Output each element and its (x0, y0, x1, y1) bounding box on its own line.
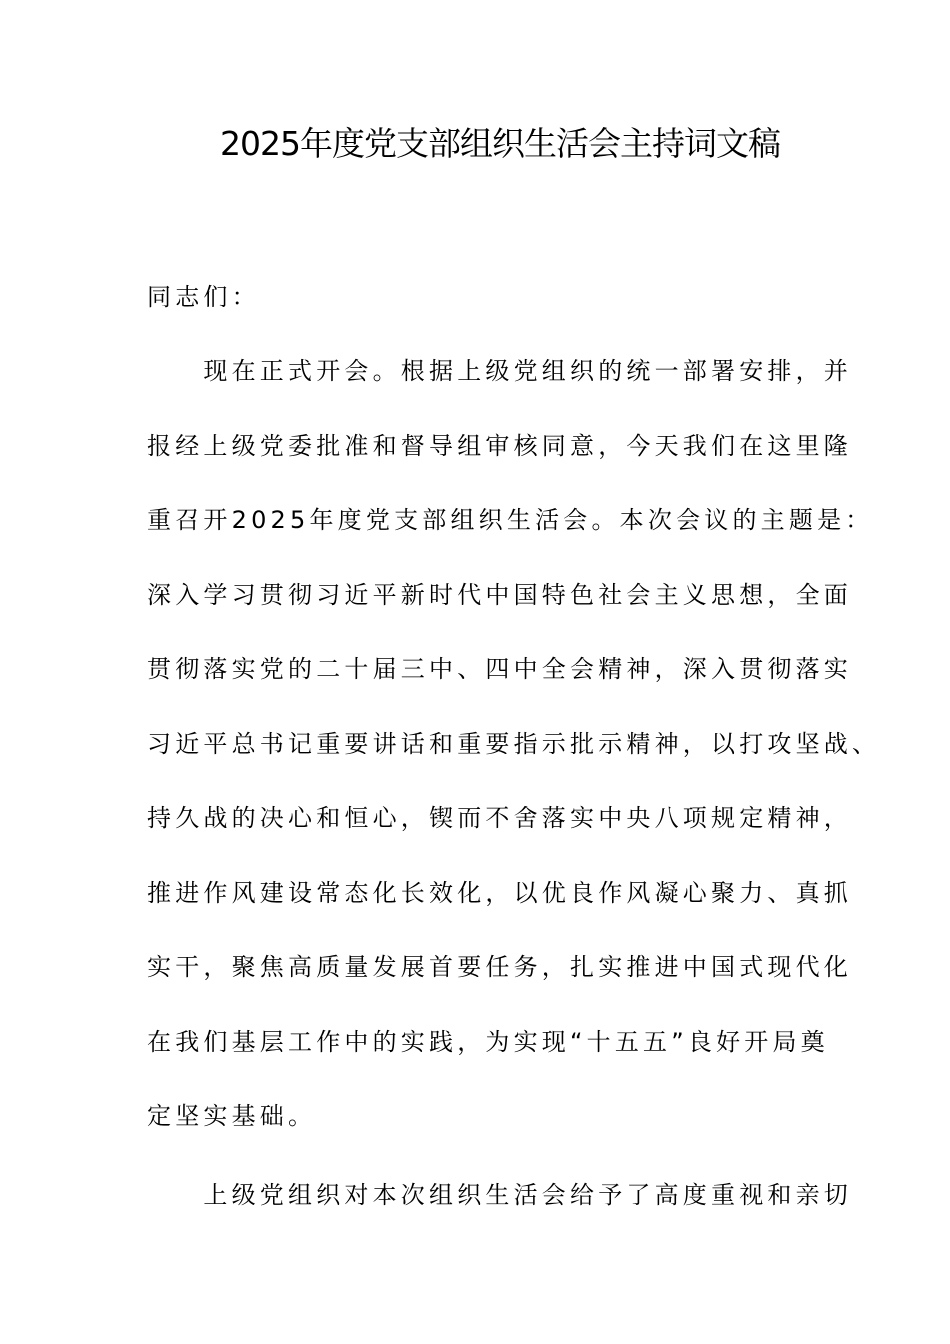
paragraph-line: 报经上级党委批准和督导组审核同意，今天我们在这里隆 (147, 431, 852, 460)
paragraph-line: 持久战的决心和恒心，锲而不舍落实中央八项规定精神， (147, 804, 852, 832)
paragraph-line: 定坚实基础。 (147, 1102, 317, 1130)
paragraph-line: 推进作风建设常态化长效化，以优良作风凝心聚力、真抓 (147, 878, 852, 907)
document-title: 2025年度党支部组织生活会主持词文稿 (220, 124, 780, 163)
salutation: 同志们： (147, 283, 260, 311)
paragraph-line: 习近平总书记重要讲话和重要指示批示精神，以打攻坚战、 (147, 729, 881, 758)
paragraph-line: 贯彻落实党的二十届三中、四中全会精神，深入贯彻落实 (147, 655, 852, 683)
paragraph-line: 上级党组织对本次组织生活会给予了高度重视和亲切 (147, 1181, 852, 1209)
paragraph-line: 深入学习贯彻习近平新时代中国特色社会主义思想，全面 (147, 580, 852, 609)
paragraph-1 (147, 334, 881, 1154)
paragraph-line: 实干，聚焦高质量发展首要任务，扎实推进中国式现代化 (147, 953, 852, 981)
paragraph-2 (147, 1158, 852, 1233)
paragraph-line: 在我们基层工作中的实践，为实现“十五五”良好开局奠 (147, 1027, 829, 1056)
paragraph-line: 现在正式开会。根据上级党组织的统一部署安排，并 (147, 357, 852, 385)
paragraph-line: 重召开2025年度党支部组织生活会。本次会议的主题是： (147, 506, 874, 534)
